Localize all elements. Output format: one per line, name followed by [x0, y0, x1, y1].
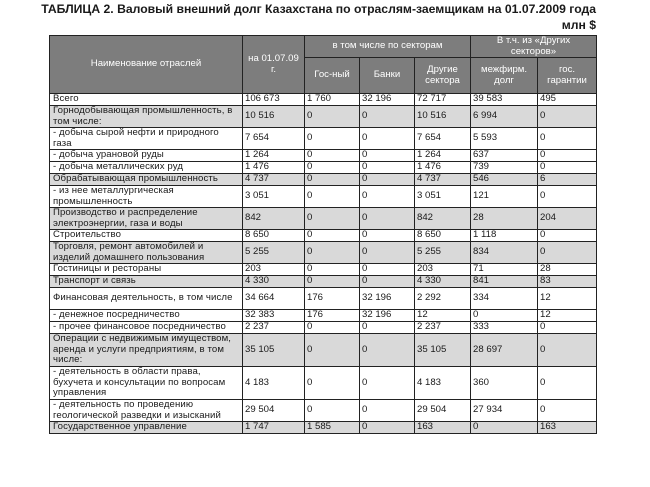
cell-guar: 6 [538, 174, 597, 186]
table-row [50, 94, 597, 106]
row-name: - деятельность в области права, бухучета и консультации по вопросам управления [50, 367, 243, 400]
header-date: на 01.07.09 г. [243, 36, 305, 94]
cell-interfirm: 0 [471, 422, 538, 434]
cell-guar: 0 [538, 162, 597, 174]
cell-total: 4 330 [243, 276, 305, 288]
cell-gov: 0 [305, 162, 360, 174]
cell-interfirm: 28 [471, 208, 538, 230]
cell-banks: 0 [360, 242, 415, 264]
cell-gov: 0 [305, 322, 360, 334]
cell-other: 1 264 [415, 150, 471, 162]
table-row [50, 174, 597, 186]
cell-banks: 32 196 [360, 310, 415, 322]
row-name: Горнодобывающая промышленность, в том числе: [50, 106, 243, 128]
cell-total: 3 051 [243, 186, 305, 208]
cell-interfirm: 637 [471, 150, 538, 162]
cell-total: 2 237 [243, 322, 305, 334]
cell-other: 72 717 [415, 94, 471, 106]
cell-other: 5 255 [415, 242, 471, 264]
table-row [50, 128, 597, 150]
row-name: - добыча урановой руды [50, 150, 243, 162]
cell-other: 3 051 [415, 186, 471, 208]
cell-interfirm: 6 994 [471, 106, 538, 128]
row-name: Транспорт и связь [50, 276, 243, 288]
cell-banks: 0 [360, 264, 415, 276]
cell-interfirm: 360 [471, 367, 538, 400]
cell-gov: 0 [305, 150, 360, 162]
cell-guar: 0 [538, 106, 597, 128]
cell-total: 4 183 [243, 367, 305, 400]
cell-total: 203 [243, 264, 305, 276]
row-name: - добыча сырой нефти и природного газа [50, 128, 243, 150]
cell-other: 12 [415, 310, 471, 322]
cell-total: 34 664 [243, 288, 305, 310]
table-row [50, 288, 597, 310]
table-row [50, 150, 597, 162]
cell-guar: 0 [538, 322, 597, 334]
cell-gov: 0 [305, 230, 360, 242]
cell-interfirm: 333 [471, 322, 538, 334]
cell-other: 29 504 [415, 400, 471, 422]
row-name: - добыча металлических руд [50, 162, 243, 174]
table-row [50, 106, 597, 128]
cell-guar: 204 [538, 208, 597, 230]
row-name: Производство и распределение электроэнергии, газа и воды [50, 208, 243, 230]
cell-other: 2 237 [415, 322, 471, 334]
cell-gov: 0 [305, 400, 360, 422]
cell-banks: 0 [360, 150, 415, 162]
cell-banks: 0 [360, 174, 415, 186]
cell-banks: 0 [360, 186, 415, 208]
cell-total: 1 476 [243, 162, 305, 174]
cell-total: 29 504 [243, 400, 305, 422]
table-row [50, 310, 597, 322]
row-name: Строительство [50, 230, 243, 242]
cell-total: 7 654 [243, 128, 305, 150]
cell-other: 842 [415, 208, 471, 230]
cell-interfirm: 39 583 [471, 94, 538, 106]
cell-guar: 0 [538, 334, 597, 367]
cell-banks: 32 196 [360, 94, 415, 106]
cell-gov: 0 [305, 174, 360, 186]
cell-guar: 0 [538, 400, 597, 422]
unit-label: млн $ [561, 18, 596, 32]
cell-other: 163 [415, 422, 471, 434]
cell-banks: 0 [360, 422, 415, 434]
cell-gov: 0 [305, 128, 360, 150]
cell-total: 10 516 [243, 106, 305, 128]
cell-gov: 176 [305, 288, 360, 310]
cell-interfirm: 841 [471, 276, 538, 288]
cell-banks: 0 [360, 106, 415, 128]
row-name: Операции с недвижимым имуществом, аренда и услуги предприятиям, в том числе: [50, 334, 243, 367]
cell-other: 4 737 [415, 174, 471, 186]
cell-other: 10 516 [415, 106, 471, 128]
header-guarantees: гос. гарантии [538, 58, 597, 94]
cell-guar: 0 [538, 242, 597, 264]
cell-other: 7 654 [415, 128, 471, 150]
cell-other: 2 292 [415, 288, 471, 310]
cell-interfirm: 121 [471, 186, 538, 208]
table-row [50, 230, 597, 242]
cell-guar: 0 [538, 186, 597, 208]
cell-banks: 32 196 [360, 288, 415, 310]
cell-total: 8 650 [243, 230, 305, 242]
header-other-group: В т.ч. из «Других секторов» [471, 36, 597, 58]
cell-total: 35 105 [243, 334, 305, 367]
table-row [50, 334, 597, 367]
table-row [50, 322, 597, 334]
cell-gov: 0 [305, 242, 360, 264]
cell-interfirm: 1 118 [471, 230, 538, 242]
table-row [50, 186, 597, 208]
table-body [50, 94, 597, 434]
cell-gov: 0 [305, 276, 360, 288]
cell-other: 1 476 [415, 162, 471, 174]
cell-interfirm: 0 [471, 310, 538, 322]
cell-total: 842 [243, 208, 305, 230]
row-name: Торговля, ремонт автомобилей и изделий домашнего пользования [50, 242, 243, 264]
cell-gov: 0 [305, 264, 360, 276]
cell-gov: 1 585 [305, 422, 360, 434]
cell-interfirm: 5 593 [471, 128, 538, 150]
row-name: Государственное управление [50, 422, 243, 434]
cell-banks: 0 [360, 128, 415, 150]
cell-banks: 0 [360, 162, 415, 174]
cell-other: 4 330 [415, 276, 471, 288]
table-row [50, 422, 597, 434]
cell-other: 35 105 [415, 334, 471, 367]
cell-interfirm: 28 697 [471, 334, 538, 367]
cell-guar: 28 [538, 264, 597, 276]
header-sectors-group: в том числе по секторам [305, 36, 471, 58]
cell-gov: 0 [305, 334, 360, 367]
cell-banks: 0 [360, 208, 415, 230]
cell-guar: 83 [538, 276, 597, 288]
cell-interfirm: 334 [471, 288, 538, 310]
cell-total: 32 383 [243, 310, 305, 322]
table-row [50, 242, 597, 264]
cell-gov: 0 [305, 208, 360, 230]
cell-guar: 0 [538, 367, 597, 400]
cell-other: 203 [415, 264, 471, 276]
cell-other: 4 183 [415, 367, 471, 400]
cell-guar: 12 [538, 310, 597, 322]
row-name: - из нее металлургическая промышленность [50, 186, 243, 208]
row-name: Всего [50, 94, 243, 106]
table-title: ТАБЛИЦА 2. Валовый внешний долг Казахстана по отраслям-заемщикам на 01.07.2009 года [41, 2, 596, 16]
table-row [50, 276, 597, 288]
cell-interfirm: 834 [471, 242, 538, 264]
cell-guar: 0 [538, 230, 597, 242]
cell-banks: 0 [360, 322, 415, 334]
cell-total: 106 673 [243, 94, 305, 106]
table-row [50, 400, 597, 422]
cell-other: 8 650 [415, 230, 471, 242]
cell-total: 5 255 [243, 242, 305, 264]
cell-interfirm: 71 [471, 264, 538, 276]
cell-gov: 1 760 [305, 94, 360, 106]
cell-guar: 163 [538, 422, 597, 434]
row-name: Обрабатывающая промышленность [50, 174, 243, 186]
cell-banks: 0 [360, 230, 415, 242]
cell-guar: 12 [538, 288, 597, 310]
cell-guar: 0 [538, 150, 597, 162]
cell-gov: 0 [305, 106, 360, 128]
table-row [50, 367, 597, 400]
cell-guar: 0 [538, 128, 597, 150]
cell-total: 4 737 [243, 174, 305, 186]
cell-guar: 495 [538, 94, 597, 106]
cell-interfirm: 546 [471, 174, 538, 186]
cell-banks: 0 [360, 400, 415, 422]
row-name: - прочее финансовое посредничество [50, 322, 243, 334]
row-name: - денежное посредничество [50, 310, 243, 322]
row-name: Гостиницы и рестораны [50, 264, 243, 276]
cell-total: 1 264 [243, 150, 305, 162]
header-gov: Гос-ный [305, 58, 360, 94]
cell-interfirm: 739 [471, 162, 538, 174]
row-name: Финансовая деятельность, в том числе [50, 288, 243, 310]
header-name: Наименование отраслей [50, 36, 243, 94]
cell-banks: 0 [360, 367, 415, 400]
table-row [50, 162, 597, 174]
cell-gov: 0 [305, 367, 360, 400]
cell-banks: 0 [360, 276, 415, 288]
header-banks: Банки [360, 58, 415, 94]
cell-gov: 0 [305, 186, 360, 208]
cell-gov: 176 [305, 310, 360, 322]
table-row [50, 208, 597, 230]
cell-total: 1 747 [243, 422, 305, 434]
table-row [50, 264, 597, 276]
table-header [50, 36, 597, 94]
header-other: Другие сектора [415, 58, 471, 94]
cell-banks: 0 [360, 334, 415, 367]
header-interfirm: межфирм. долг [471, 58, 538, 94]
debt-table [49, 35, 597, 434]
row-name: - деятельность по проведению геологической разведки и изысканий [50, 400, 243, 422]
cell-interfirm: 27 934 [471, 400, 538, 422]
